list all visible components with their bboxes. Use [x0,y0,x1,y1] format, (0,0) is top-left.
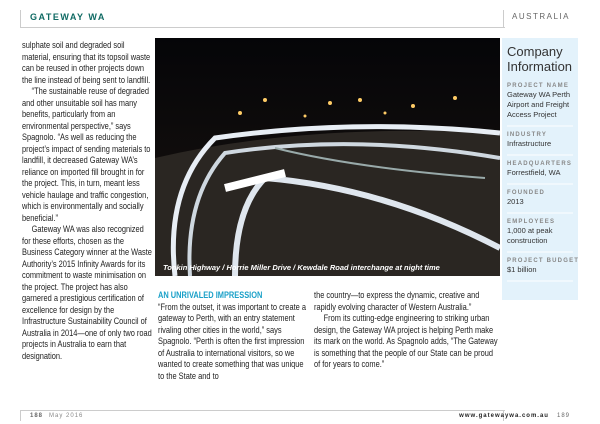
info-item [507,218,573,253]
info-label: INDUSTRY [507,132,548,138]
info-item [507,82,573,127]
info-value: Forrestfield, WA [507,168,573,185]
subheading: AN UNRIVALED IMPRESSION [158,290,263,300]
info-label: PROJECT BUDGET [507,258,580,264]
paragraph: “The sustainable reuse of degraded and other unsuitable soil has many benefits, particularly from an environmental perspective,” says Spagnolo. “As well as reducing the project’s impact of sending materials to landfill, it decreased Gateway WA’s reliance on imported fill brought in for the project. This, in turn, meant less vehicle haulage and traffic congestion, which is environmentally and socially beneficial.” [22,86,151,223]
paragraph: sulphate soil and degraded soil material, ensuring that its topsoil waste can be reused in other projects down the line instead of being sent to landfill. [22,40,151,85]
left-column [22,40,154,362]
info-value: 1,000 at peak construction [507,226,573,253]
paragraph: Gateway WA was also recognized for these efforts, chosen as the Business Category winner at the Waste Authority’s 2015 Infinity Awards for its commitment to waste minimisation on the project. The project has also garnered a prestigious certification of excellence for design by the Infrastructure Sustainability Council of Australia in 2014—one of only two road projects in Australia to earn that designation. [22,224,152,361]
info-item [507,257,580,282]
photo-caption: Tonkin Highway / Horrie Miller Drive / Kewdale Road interchange at night time [163,263,440,272]
info-value: 2013 [507,197,573,214]
info-item [507,189,573,214]
brand-name: GATEWAY WA [30,12,106,22]
info-label: FOUNDED [507,190,546,196]
paragraph: From its cutting-edge engineering to striking urban design, the Gateway WA project is helping Perth make its mark on the world. As Spagnolo adds, “The Gateway is something that the people of our State can be proud of for years to come.” [314,313,498,369]
section-country: AUSTRALIA [512,12,570,21]
paragraph: “From the outset, it was important to create a gateway to Perth, with an entry statement rivaling other cities in the world,” says Spagnolo. “Perth is often the first impression of Australia to international visitors, so we wanted to create something that was unique to the State and to [158,301,306,381]
sidebar-title: Company Information [507,44,573,74]
right-column [314,290,500,371]
info-label: EMPLOYEES [507,219,556,225]
info-value: $1 billion [507,265,573,282]
footer-right [459,413,570,420]
paragraph: the country—to express the dynamic, creative and rapidly evolving character of Western Australia.” [314,290,480,312]
middle-column [158,290,307,382]
page-number-left: 188 [30,413,44,419]
footer-left [30,413,83,420]
interchange-photo [155,38,500,276]
info-label: HEADQUARTERS [507,161,573,167]
info-label: PROJECT NAME [507,83,570,89]
company-info-sidebar [502,38,578,300]
info-item [507,160,573,185]
night-highway-illustration [155,38,500,276]
page-number-right: 189 [556,413,570,419]
issue-date: May 2016 [49,413,84,419]
info-value: Infrastructure [507,139,573,156]
info-value: Gateway WA Perth Airport and Freight Access Project [507,90,573,127]
website-url: www.gatewaywa.com.au [459,413,549,419]
info-item [507,131,573,156]
header-rule-right [272,10,504,28]
